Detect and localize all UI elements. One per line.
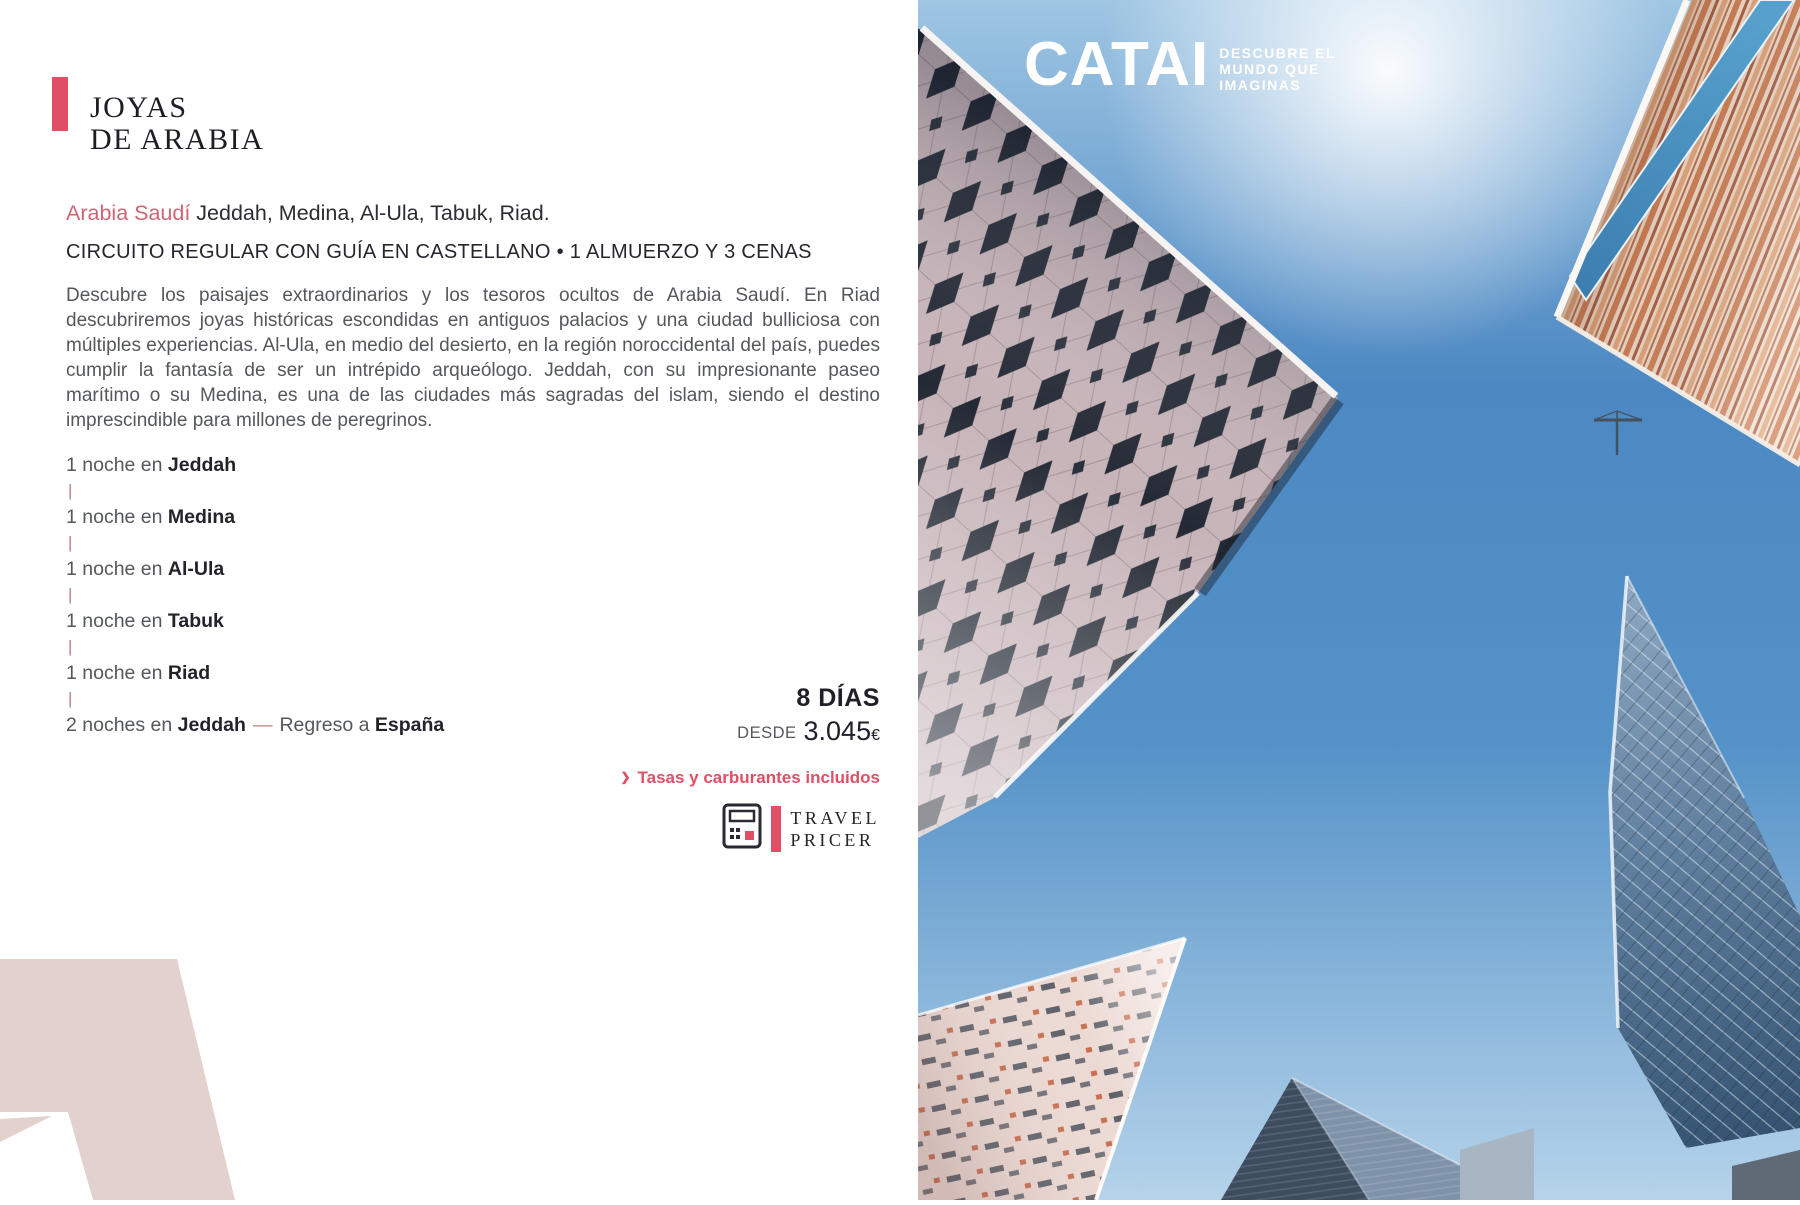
corner-decoration-shape xyxy=(0,959,236,1200)
itinerary-item xyxy=(66,556,444,582)
price-amount: 3.045 xyxy=(803,716,872,746)
travel-pricer-logo xyxy=(66,803,880,854)
destination-cities: Jeddah, Medina, Al-Ula, Tabuk, Riad. xyxy=(196,200,550,225)
itinerary-prefix: 1 noche en xyxy=(66,506,168,528)
itinerary-item xyxy=(66,452,444,478)
itinerary-item xyxy=(66,504,444,530)
itinerary-place: Riad xyxy=(167,662,211,684)
itinerary-place: Medina xyxy=(167,506,236,528)
catai-logo xyxy=(1024,30,1337,99)
travel-pricer-accent-bar xyxy=(771,806,781,852)
itinerary-item xyxy=(66,608,444,634)
duration-label: 8 DÍAS xyxy=(796,684,880,712)
price-line xyxy=(66,716,880,747)
itinerary-place: Al-Ula xyxy=(167,558,225,580)
catai-tagline-line2: MUNDO QUE xyxy=(1219,61,1320,77)
catai-tagline-line3: IMAGINAS xyxy=(1219,77,1302,93)
travel-pricer-line1: TRAVEL xyxy=(790,807,880,828)
page-title xyxy=(90,92,264,156)
catai-tagline-line1: DESCUBRE EL xyxy=(1219,45,1337,61)
tour-type-line: CIRCUITO REGULAR CON GUÍA EN CASTELLANO • 1 ALMUERZO Y 3 CENAS xyxy=(66,241,812,263)
skyscrapers-illustration xyxy=(918,0,1800,1200)
itinerary-return-label: Regreso a xyxy=(279,714,375,736)
itinerary-prefix: 2 noches en xyxy=(66,714,178,736)
itinerary-prefix: 1 noche en xyxy=(66,662,168,684)
itinerary-separator: | xyxy=(68,481,73,500)
title-accent-bar xyxy=(52,77,68,131)
itinerary-prefix: 1 noche en xyxy=(66,558,168,580)
itinerary-separator: | xyxy=(68,533,73,552)
tour-description: Descubre los paisajes extraordinarios y los tesoros ocultos de Arabia Saudí. En Riad descubriremos joyas históricas escondidas en antiguos palacios y una ciudad bulliciosa con múltiples experiencias. Al-Ula, en medio del desierto, en la región noroccidental del país, puedes cumplir la fantasía de ser un intrépido arqueólogo. Jeddah, con su impresionante paseo marítimo o su Medina, es una de las ciudades más sagradas del islam, siendo el destino imprescindible para millones de peregrinos. xyxy=(66,285,880,431)
page-title-line2: DE ARABIA xyxy=(90,123,265,157)
catai-tagline xyxy=(1219,45,1336,93)
destination-line xyxy=(66,201,550,226)
itinerary-place: Tabuk xyxy=(167,610,224,632)
calculator-icon xyxy=(722,803,762,854)
itinerary-prefix: 1 noche en xyxy=(66,454,168,476)
chevron-right-icon: ❯ xyxy=(620,770,631,784)
itinerary-separator: | xyxy=(68,689,73,708)
taxes-note-text: Tasas y carburantes incluidos xyxy=(637,768,880,787)
travel-pricer-line2: PRICER xyxy=(790,829,875,850)
travel-pricer-wordmark xyxy=(790,807,880,851)
itinerary-return-place: España xyxy=(374,714,445,736)
itinerary-return-dash: — xyxy=(252,714,273,736)
itinerary-place: Jeddah xyxy=(177,714,246,736)
destination-country: Arabia Saudí xyxy=(66,200,191,225)
price-prefix: DESDE xyxy=(737,724,797,742)
skyscrapers-photo xyxy=(918,0,1800,1200)
catai-wordmark: CATAI xyxy=(1024,30,1210,99)
taxes-note xyxy=(66,768,880,788)
itinerary-place: Jeddah xyxy=(167,454,237,476)
page-title-line1: JOYAS xyxy=(90,91,188,125)
itinerary-separator: | xyxy=(68,585,73,604)
price-currency: € xyxy=(871,727,880,744)
itinerary-prefix: 1 noche en xyxy=(66,610,168,632)
price-block xyxy=(66,684,880,854)
itinerary-separator: | xyxy=(68,637,73,656)
itinerary-item xyxy=(66,660,444,686)
